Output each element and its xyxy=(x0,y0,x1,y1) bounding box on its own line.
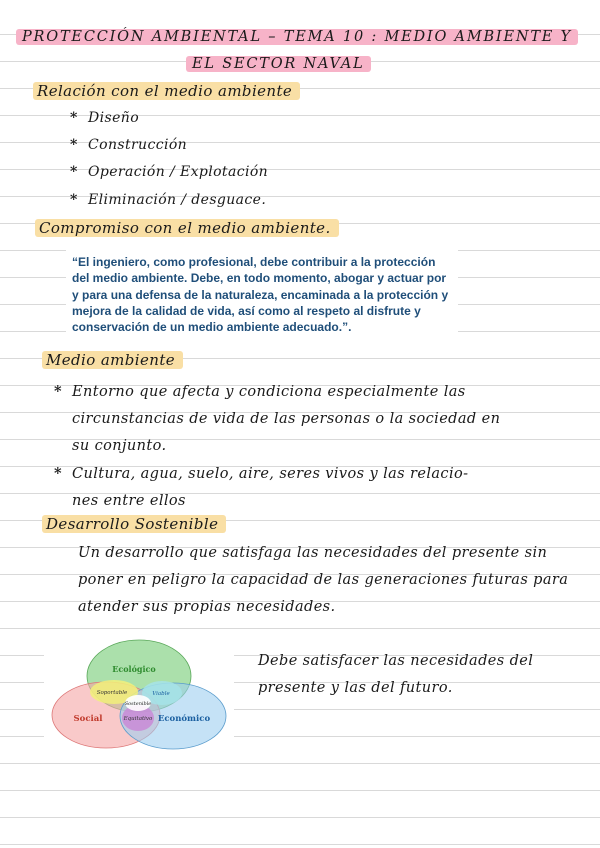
entorno-line-3: su conjunto. xyxy=(72,438,167,454)
paragraph-debe-satisfacer: Debe satisfacer las necesidades del presente y las del futuro. xyxy=(258,653,534,696)
paragraph-entorno xyxy=(54,378,574,460)
page-title-line-2: EL SECTOR NAVAL xyxy=(186,56,371,72)
page-title-line-1: PROTECCIÓN AMBIENTAL – TEMA 10 : MEDIO AMBIENTE Y xyxy=(16,29,578,45)
venn-label-soportable: Soportable xyxy=(96,690,128,696)
paragraph-desarrollo-definition: Un desarrollo que satisfaga las necesidades del presente sin poner en peligro la capacidad de las generaciones futuras para atender sus propias necesidades. xyxy=(78,545,569,615)
heading-relacion: Relación con el medio ambiente xyxy=(33,82,300,100)
venn-label-ecologico: Ecológico xyxy=(112,664,156,674)
asterisk-icon: * xyxy=(70,110,78,126)
asterisk-icon: * xyxy=(70,137,78,153)
list-item-operacion xyxy=(70,164,268,180)
list-item-label: Construcción xyxy=(88,137,188,153)
asterisk-icon: * xyxy=(54,465,62,482)
asterisk-icon: * xyxy=(70,192,78,208)
list-item-label: Eliminación / desguace. xyxy=(88,192,267,208)
venn-label-economico: Económico xyxy=(157,714,211,724)
quote-box xyxy=(66,250,458,334)
paragraph-elementos xyxy=(54,460,584,515)
elementos-line-2: nes entre ellos xyxy=(72,493,186,509)
elementos-line-1: Cultura, agua, suelo, aire, seres vivos y las relacio- xyxy=(72,466,469,482)
heading-desarrollo-sostenible: Desarrollo Sostenible xyxy=(42,515,226,533)
list-item-diseno xyxy=(70,110,139,126)
asterisk-icon: * xyxy=(70,164,78,180)
list-item-label: Operación / Explotación xyxy=(88,164,269,180)
list-item-construccion xyxy=(70,137,187,153)
quote-text: “El ingeniero, como profesional, debe contribuir a la protección del medio ambiente. Debe, en todo momento, abogar y actuar por y para una defensa de la naturaleza, encaminada a la protección y mejora de la calidad de vida, así como al respeto al disfrute y conservación de un medio ambiente adecuado.”. xyxy=(72,255,449,335)
venn-label-sostenible: Sostenible xyxy=(124,701,152,707)
venn-diagram xyxy=(44,638,234,750)
entorno-line-1: Entorno que afecta y condiciona especialmente las xyxy=(72,384,466,400)
list-item-eliminacion xyxy=(70,192,266,208)
venn-label-social: Social xyxy=(73,714,103,724)
entorno-line-2: circunstancias de vida de las personas o la sociedad en xyxy=(72,411,501,427)
list-item-label: Diseño xyxy=(88,110,140,126)
heading-compromiso: Compromiso con el medio ambiente. xyxy=(35,219,339,237)
venn-label-equitativo: Equitativo xyxy=(123,716,153,722)
venn-label-viable: Viable xyxy=(152,691,170,697)
asterisk-icon: * xyxy=(54,383,62,400)
heading-medio-ambiente: Medio ambiente xyxy=(42,351,183,369)
